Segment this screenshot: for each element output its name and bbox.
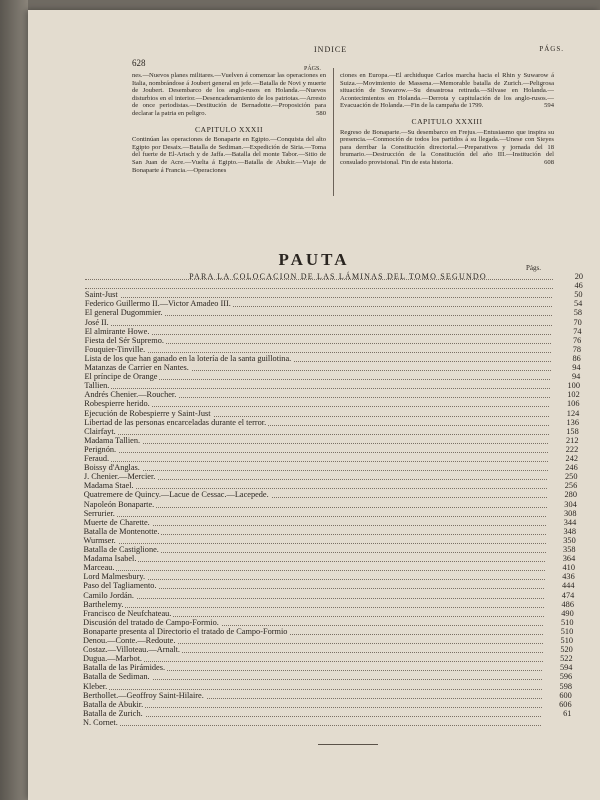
plate-title: Kleber. [83, 681, 108, 691]
plate-title: Costaz.—Villoteau.—Arnalt. [83, 645, 180, 655]
plate-entry [83, 709, 575, 718]
plate-title: Madama Stael. [83, 481, 134, 491]
dot-leader [85, 278, 553, 280]
dot-leader [83, 678, 542, 680]
plate-title: Batalla de Montenotte. [83, 526, 160, 536]
plate-page-number: 256 [564, 481, 578, 491]
index-paragraph: nes.—Nuevos planes militares.—Vuelven á comenzar las operaciones en Italia, nombrándose á Joubert general en jefe.—Batalla de Novi y muerte de Joubert. Desembarco de los anglo-rusos en Holanda.—Nuevos disturbios en el interior.—Desencadenamiento de los patriotas.—Arresto de once periodistas.—Destitución de Bernadotte.—Proposición para declarar la patria en peligro. 580 [132, 72, 326, 117]
plate-entry [83, 572, 578, 581]
plate-page-number: 222 [565, 444, 579, 454]
plate-title: Robespierre herido. [84, 399, 150, 409]
section-title: PAUTA [278, 250, 350, 269]
plate-page-number: 106 [567, 399, 580, 409]
dot-leader [84, 451, 548, 453]
dot-leader [85, 296, 553, 298]
plate-title: Madama Tallien. [84, 435, 141, 445]
plate-page-number: 600 [559, 690, 572, 700]
plate-page-number: 304 [564, 499, 577, 509]
plate-entry [83, 627, 577, 636]
plate-entry [84, 390, 583, 399]
plate-page-number: 308 [564, 508, 577, 518]
plate-title: Barthelemy. [83, 599, 124, 609]
plate-title: Marceau. [83, 563, 115, 573]
index-paragraph: Continúan las operaciones de Bonaparte en Egipto.—Conquista del alto Egipto por Desaix.—Batalla de Sediman.—Expedición de Siria.—Toma del fuerte de El-Arisch y de Jaffa.—Batalla del monte Tabor.—Sitio de San Juan de Acre.—Vuelta á Egipto.—Batalla de Abukir.—Viaje de Bonaparte á Francia.—Operaciones [132, 136, 326, 174]
plate-entry [84, 381, 584, 390]
plate-entry [84, 527, 580, 536]
dot-leader [84, 515, 547, 517]
plate-page-number: 136 [566, 417, 579, 427]
plate-entry [84, 399, 583, 408]
plate-page-number: 510 [560, 626, 574, 636]
chapter-heading: CAPITULO XXXII [195, 124, 263, 134]
plate-entry [85, 327, 586, 336]
plate-entry [85, 354, 585, 363]
plate-entry [83, 563, 579, 572]
plate-entry [85, 345, 585, 354]
plate-entry [84, 409, 583, 418]
plate-title: N. Cornet. [83, 717, 118, 727]
plate-page-number: 94 [572, 363, 581, 372]
page-reference: 580 [316, 109, 326, 117]
plate-page-number: 94 [571, 372, 581, 382]
dot-leader [83, 706, 542, 708]
plate-entry [83, 682, 576, 691]
plate-page-number: 594 [559, 663, 573, 673]
plate-title: Clairfayt. [84, 426, 116, 436]
plate-entry [83, 600, 578, 609]
plate-entry [83, 700, 576, 709]
plate-title: Lord Malmesbury. [83, 572, 146, 582]
dot-leader [84, 387, 550, 389]
plate-title: Federico Guillermo II.—Victor Amadeo III. [84, 299, 231, 309]
plate-page-number: 364 [562, 554, 576, 564]
plate-page-number: 350 [563, 535, 576, 545]
plate-page-number: 102 [567, 390, 580, 400]
column-divider [333, 68, 334, 196]
dot-leader [84, 442, 548, 444]
dot-leader [85, 287, 553, 289]
plate-title: Napoleón Bonaparte. [83, 499, 155, 509]
plate-title: Denou.—Conte.—Redoute. [83, 636, 176, 645]
plate-title: Andrés Chenier.—Roucher. [84, 390, 177, 400]
plate-entry [84, 418, 583, 427]
plate-entry [84, 454, 582, 463]
plate-page-number: 436 [562, 572, 575, 582]
plate-page-number: 490 [561, 608, 574, 618]
end-rule [318, 744, 378, 745]
dot-leader [85, 351, 551, 353]
plate-page-number: 410 [562, 563, 575, 573]
plate-title: Libertad de las personas encarceladas durante el terror. [84, 417, 267, 427]
plate-entry [85, 336, 586, 345]
plate-title: Ejecución de Robespierre y Saint-Just [84, 408, 211, 418]
dot-leader [83, 578, 544, 580]
dot-leader [83, 560, 545, 562]
plate-page-number: 242 [565, 454, 578, 463]
plate-entry [84, 463, 582, 472]
page-reference: 608 [544, 158, 554, 166]
section-subtitle: PARA LA COLOCACION DE LAS LÁMINAS DEL TOMO SEGUNDO [189, 272, 487, 281]
pags-label-right: PÁGS. [539, 45, 564, 53]
dot-leader [83, 569, 545, 571]
plate-title: Tallien. [84, 381, 110, 391]
plate-title: Paso del Tagliamento. [83, 581, 157, 591]
dot-leader [84, 524, 547, 526]
plate-title: Serrurier. [83, 508, 115, 518]
plate-entry [83, 609, 578, 618]
plate-title: El almirante Howe. [84, 326, 150, 336]
plate-entry [84, 372, 584, 381]
plate-entry [83, 581, 578, 590]
plate-title: Batalla de Sediman. [83, 672, 150, 682]
dot-leader [83, 606, 544, 608]
dot-leader [83, 688, 542, 690]
plate-page-number: 70 [573, 317, 582, 327]
plate-title: Berthollet.—Geoffroy Saint-Hilaire. [83, 690, 204, 700]
plate-entry [85, 272, 587, 281]
plate-page-number: 76 [572, 335, 582, 345]
plate-entry [83, 663, 576, 672]
dot-leader [84, 542, 546, 544]
plate-page-number: 510 [561, 617, 574, 627]
dot-leader [83, 597, 544, 599]
plate-page-number: 50 [574, 290, 583, 300]
plate-title: El general Dugommier. [84, 308, 163, 318]
plate-page-number: 358 [563, 545, 576, 554]
plate-title: Boissy d'Anglas. [83, 463, 140, 473]
plate-title: Dugua.—Marbot. [83, 654, 142, 664]
plate-page-number: 250 [565, 472, 578, 482]
plate-entry [83, 654, 577, 663]
plate-title: Bonaparte presenta al Directorio el tratado de Campo-Formio [83, 626, 288, 636]
plate-page-number: 74 [573, 326, 582, 336]
plate-page-number: 61 [563, 708, 572, 718]
plate-entry [83, 645, 577, 654]
running-title: INDICE [314, 45, 348, 54]
plate-page-number: 54 [573, 299, 583, 309]
dot-leader [85, 333, 552, 335]
pags-label-left: PÁGS. [304, 66, 321, 72]
plate-page-number: 124 [566, 408, 580, 418]
plate-title: Fiesta del Sér Supremo. [84, 335, 164, 345]
pags-column-label: Págs. [526, 264, 541, 272]
plate-entry [83, 554, 579, 563]
plate-page-number: 344 [563, 517, 577, 527]
plate-title: Discusión del tratado de Campo-Formio. [83, 617, 219, 627]
plate-entry [84, 436, 582, 445]
dot-leader [85, 324, 552, 326]
plate-title: Feraud. [84, 454, 110, 463]
plate-title: Fouquier-Tinville. [84, 344, 146, 354]
plate-entry [84, 472, 582, 481]
plate-page-number: 100 [567, 381, 580, 391]
dot-leader [84, 405, 549, 407]
plate-page-number: 522 [560, 654, 573, 664]
plate-title: Batalla de Castiglione. [83, 545, 159, 554]
plate-entry [85, 299, 586, 308]
plate-page-number: 46 [574, 281, 583, 291]
plate-entry [83, 691, 576, 700]
plate-entry [85, 290, 587, 299]
plate-entry [83, 618, 577, 627]
page-header [104, 42, 564, 68]
plate-page-number: 58 [573, 308, 582, 318]
background-sheet-edge [0, 0, 28, 800]
plate-page-number: 510 [560, 636, 573, 645]
plate-entry [84, 518, 581, 527]
plate-entry [84, 509, 581, 518]
plate-page-number: 486 [561, 599, 574, 609]
plate-title: Perignón. [84, 444, 117, 454]
page-reference: 594 [544, 102, 554, 110]
dot-leader [84, 487, 547, 489]
plate-entry [84, 545, 580, 554]
plate-page-number: 520 [560, 645, 573, 655]
plate-entry [85, 308, 586, 317]
plate-entry [85, 318, 586, 327]
plate-page-number: 212 [566, 435, 579, 445]
plate-title: Francisco de Neufchateau. [83, 608, 172, 618]
plate-title: Camilo Jordán. [83, 590, 134, 600]
plate-title: Madama Isabel. [83, 554, 137, 564]
plate-entry [84, 490, 581, 499]
plate-title: Batalla de Abukir. [83, 699, 144, 709]
page-number: 628 [132, 58, 146, 68]
book-page [28, 10, 600, 800]
plate-title: El príncipe de Orange [84, 372, 158, 382]
plate-page-number: 474 [561, 590, 575, 600]
plate-page-number: 86 [572, 353, 581, 363]
plate-page-number: 598 [559, 681, 572, 691]
dot-leader [83, 660, 543, 662]
index-right-column [340, 72, 554, 167]
plate-title: Muerte de Charette. [83, 517, 150, 527]
plate-page-number: 280 [564, 490, 577, 500]
dot-leader [84, 460, 548, 462]
dot-leader [84, 433, 549, 435]
dot-leader [83, 724, 541, 726]
index-left-column [132, 72, 326, 174]
plate-page-number: 444 [562, 581, 575, 591]
plate-entry [83, 718, 575, 727]
plate-title: Matanzas de Carrier en Nantes. [84, 363, 189, 372]
plate-entry [84, 481, 581, 490]
dot-leader [84, 469, 548, 471]
plate-page-number: 596 [559, 672, 573, 682]
index-paragraph: ciones en Europa.—El archiduque Carlos marcha hacia el Rhin y Suwarow á Suiza.—Movimiento de Massena.—Memorable batalla de Zurich.—Peligrosa situación de Suwarow.—Su desastrosa retirada.—Silvase en Holanda.—Acontecimientos en Holanda.—Derrota y capitulación de los anglo-rusos.—Evacuación de Holanda.—Fin de la campaña de 1799. 594 [340, 72, 554, 110]
plate-title: Batalla de Zurich. [83, 708, 143, 718]
dot-leader [83, 715, 541, 717]
plate-page-number: 348 [563, 526, 576, 536]
plate-entry [84, 427, 583, 436]
plate-page-number: 158 [566, 426, 579, 436]
plate-page-number: 606 [559, 699, 572, 709]
plate-page-number: 78 [572, 344, 581, 354]
plate-entry [84, 536, 580, 545]
plate-entry [83, 591, 578, 600]
plate-title: Saint-Just [84, 290, 118, 300]
plate-page-number: 246 [565, 463, 578, 473]
plate-page-number: 20 [574, 272, 583, 281]
plate-entry [83, 636, 577, 645]
plate-entry [85, 363, 585, 372]
plate-entry [84, 500, 581, 509]
plate-entry [85, 281, 587, 290]
plate-title: J. Chenier.—Mercier. [83, 472, 156, 482]
index-paragraph: Regreso de Bonaparte.—Su desembarco en Frejus.—Entusiasmo que inspira su presencia.—Conmoción de todos los partidos á su llegada.—Unese con Sieyes para derribar la Constitución directorial.—Preparativos y jornada del 18 brumario.—Destrucción de la Constitución del año III.—Institución del consulado provisional. Fin de esta historia. 608 [340, 128, 554, 166]
plate-title: José II. [84, 317, 109, 327]
plate-title: Batalla de las Pirámides. [83, 663, 166, 673]
plate-entry [83, 672, 576, 681]
plate-title: Wurmser. [83, 535, 116, 545]
plate-title: Quatremere de Quincy.—Lacue de Cessac.—Lacepede. [83, 490, 269, 500]
plate-entry [84, 445, 582, 454]
chapter-heading: CAPITULO XXXIII [411, 116, 483, 126]
plate-title: Lista de los que han ganado en la lotería de la santa guillotina. [84, 353, 292, 363]
